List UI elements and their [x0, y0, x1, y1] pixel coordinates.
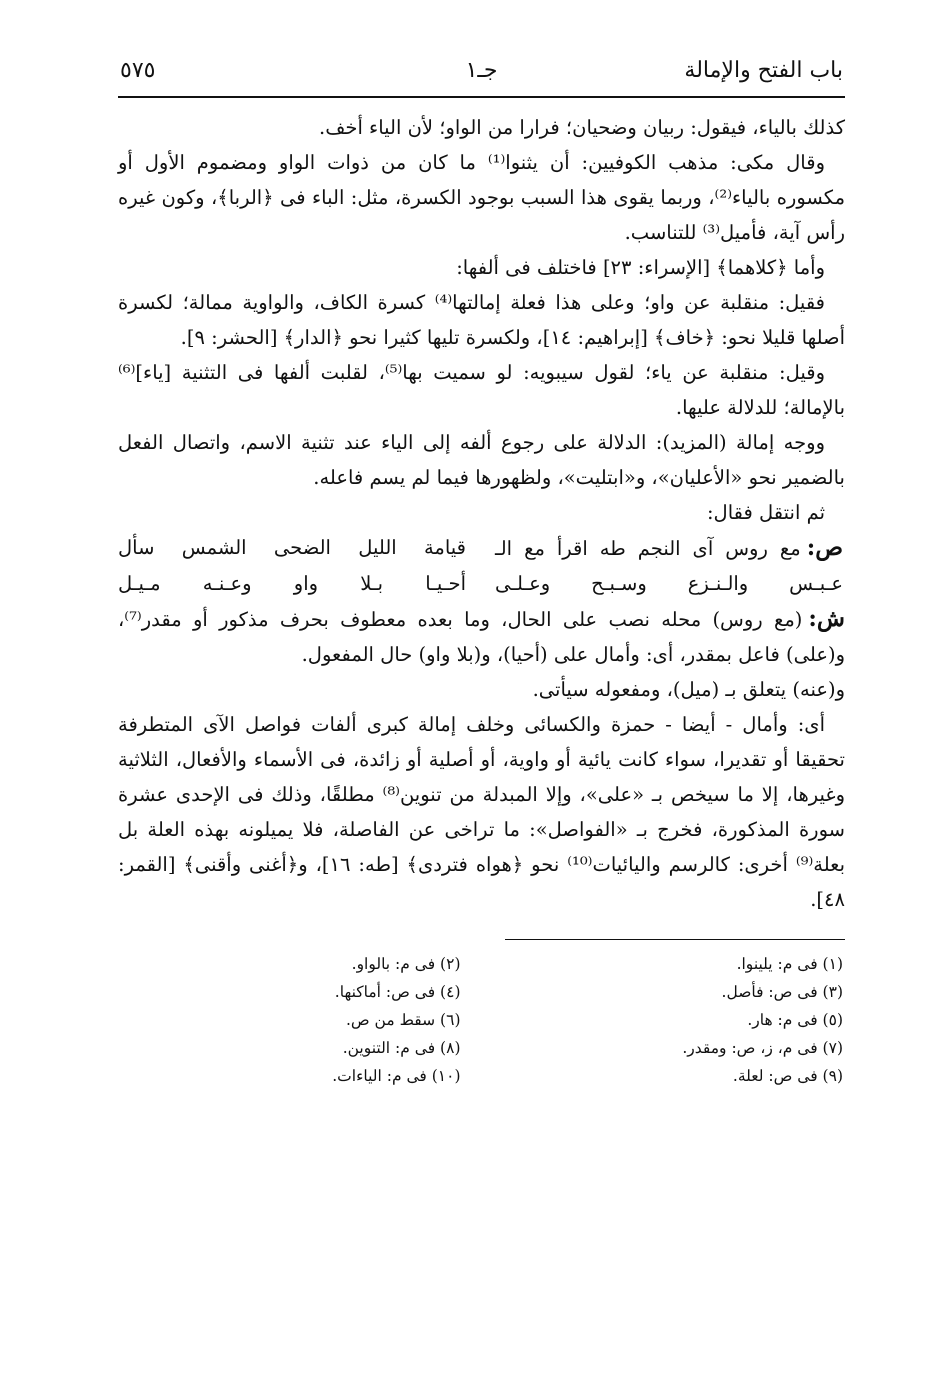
page — [118, 58, 845, 1090]
footnote: (٣) فى ص: فأصل. — [721, 983, 843, 1001]
verse-hemistich: قيامة الليل الضحى الشمس سأل — [118, 536, 466, 559]
verse-label: ص: — [806, 534, 843, 561]
page-number: ٥٧٥ — [120, 58, 156, 83]
running-header — [118, 58, 845, 98]
paragraph: و(عنه) يتعلق بـ (ميل)، ومفعوله سيأتى. — [532, 678, 845, 701]
verse-hemistich: أحـيـا بـلا واو وعـنـه مـيـل — [118, 572, 466, 595]
paragraph: كذلك بالياء، فيقول: ربيان وضحيان؛ فرارا من الواو؛ لأن الياء أخف. — [319, 116, 845, 139]
paragraph: ثم انتقل فقال: — [706, 501, 825, 524]
footnote-divider — [505, 939, 845, 940]
sharh-paragraph — [118, 601, 845, 672]
paragraph: وقال مكى: مذهب الكوفيين: أن يثنوا⁽¹⁾ ما كان من ذوات الواو ومضموم الأول أو مكسوره بالياء⁽²⁾، وربما يقوى هذا السبب بوجود الكسرة، مثل: الباء فى ﴿الربا﴾، وكون غيره رأس آية، فأميل⁽³⁾ للتناسب. — [118, 151, 846, 244]
paragraph: وقيل: منقلبة عن ياء؛ لقول سيبويه: لو سميت بها⁽⁵⁾، لقلبت ألفها فى التثنية [ياء]⁽⁶⁾ بالإمالة؛ للدلالة عليها. — [118, 361, 845, 419]
verse-text: مع روس آى النجم طه اقرأ مع الـ — [495, 537, 801, 560]
main-text — [118, 110, 845, 917]
paragraph: أى: وأمال - أيضا - حمزة والكسائى وخلف إمالة كبرى ألفات فواصل الآى المتطرفة تحقيقا أو تقديرا، سواء كانت يائية أو واوية، أو أصلية أو زائدة، فى الأسماء والأفعال، الثلاثية وغيرها، إلا ما سيخص بـ «على»، وإلا المبدلة من تنوين⁽⁸⁾ مطلقًا، وذلك فى الإحدى عشرة سورة المذكورة، فخرج بـ «الفواصل»: ما تراخى عن الفاصلة، فلا يميلونه بهذه العلة بل بعلة⁽⁹⁾ أخرى: كالرسم واليائيات⁽¹⁰⁾ نحو ﴿هواه فتردى﴾ [طه: ١٦]، و﴿أغنى وأقنى﴾ [القمر: ٤٨]. — [118, 713, 846, 911]
footnote: (٦) سقط من ص. — [345, 1011, 461, 1029]
chapter-title: باب الفتح والإمالة — [684, 58, 843, 83]
footnote: (٩) فى ص: لعلة. — [732, 1067, 843, 1085]
verse-hemistich: عـبـس والـنـزع وسـبـح وعـلـى — [495, 572, 843, 595]
verse-hemistich — [495, 530, 843, 566]
footnote: (٤) فى ص: أماكنها. — [334, 983, 461, 1001]
footnote: (١) فى م: يلينوا. — [736, 955, 843, 973]
verse-line-2 — [118, 566, 845, 601]
footnote: (٢) فى م: بالواو. — [351, 955, 461, 973]
paragraph: فقيل: منقلبة عن واو؛ وعلى هذا فعلة إمالتها⁽⁴⁾ كسرة الكاف، والواوية ممالة؛ لكسرة أصلها قليلا نحو: ﴿خاف﴾ [إبراهيم: ١٤]، ولكسرة تليها كثيرا نحو ﴿الدار﴾ [الحشر: ٩]. — [118, 291, 845, 349]
paragraph: وأما ﴿كلاهما﴾ [الإسراء: ٢٣] فاختلف فى ألفها: — [456, 256, 825, 279]
volume-marker: جـ١ — [465, 58, 498, 83]
paragraph: ووجه إمالة (المزيد): الدلالة على رجوع ألفه إلى الياء عند تثنية الاسم، واتصال الفعل بالضمير نحو «الأعليان»، و«ابتليت»، ولظهورها فيما لم يسم فاعله. — [118, 431, 845, 489]
verse-line-1 — [118, 530, 845, 566]
sharh-label: ش: — [808, 605, 845, 632]
footnote: (٥) فى م: هار. — [747, 1011, 843, 1029]
footnote: (٧) فى م، ز، ص: ومقدر. — [682, 1039, 843, 1057]
footnote: (١٠) فى م: الياءات. — [332, 1067, 461, 1085]
sharh-text: (مع روس) محله نصب على الحال، وما بعده معطوف بحرف مذكور أو مقدر⁽⁷⁾، و(على) فاعل بمقدر، أى: وأمال على (أحيا)، و(بلا واو) حال المفعول. — [118, 608, 845, 666]
footnotes — [118, 950, 845, 1090]
footnote: (٨) فى م: التنوين. — [342, 1039, 461, 1057]
